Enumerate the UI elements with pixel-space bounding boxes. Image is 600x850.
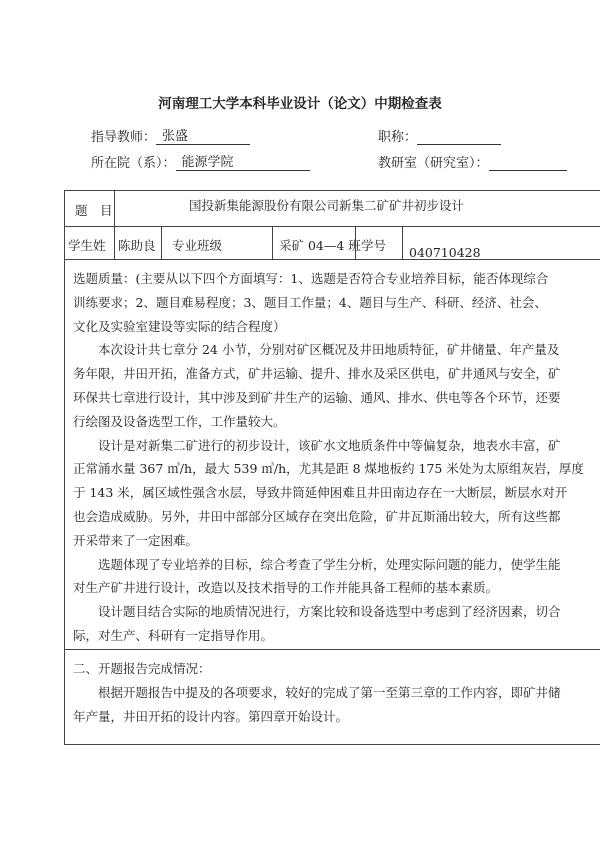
text-line: 年产量，井田开拓的设计内容。第四章开始设计。 [73,708,349,724]
student-id-label: 学号 [361,238,387,253]
text-line: 文化及实验室建设等实际的结合程度） [73,318,286,334]
class-value: 采矿 04—4 班 [279,238,361,253]
student-label: 学生姓 [68,238,106,253]
text-line: 行绘图及设备选型工作，工作量较大。 [73,413,286,429]
title-row [378,126,501,145]
text-line: 设计是对新集二矿进行的初步设计，该矿水文地质条件中等偏复杂，地表水丰富，矿 [73,437,561,453]
advisor-value: 张盛 [156,129,250,145]
text-line: 务年限，井田开拓，准备方式，矿井运输、提升、排水及采区供电，矿井通风与安全，矿 [73,366,561,382]
topic-label: 题 目 [75,203,113,218]
student-id-value: 040710428 [409,245,481,260]
advisor-row [91,126,250,145]
text-line: 开采带来了一定困难。 [73,532,199,548]
college-label: 所在院（系）： [91,156,176,171]
text-line: 正常涌水量 367 ㎥/h，最大 539 ㎥/h，尤其是距 8 煤地板约 175 米处为太原组灰岩，厚度 [73,461,584,477]
text-line: 环保共七章进行设计，其中涉及到矿井生产的运输、通风、排水、供电等各个环节，还要 [73,389,561,405]
college-row [91,152,310,171]
col-divider [114,191,115,259]
text-line: 设计题目结合实际的地质情况进行，方案比较和设备选型中考虑到了经济因素，切合 [73,604,561,620]
section-heading: 二、开题报告完成情况： [73,661,211,676]
text-line: 于 143 米，属区域性强含水层，导致井筒延伸困难且井田南边存在一大断层，断层水对开 [73,485,568,501]
text-line: 也会造成威胁。另外，井田中部部分区域存在突出危险，矿井瓦斯涌出较大，所有这些都 [73,508,561,524]
text-line: 根据开题报告中提及的各项要求，较好的完成了第一至第三章的工作内容，即矿井储 [73,684,561,700]
text-line: 对生产矿井进行设计，改造以及技术指导的工作并能具备工程师的基本素质。 [73,580,499,596]
topic-value: 国投新集能源股份有限公司新集二矿矿井初步设计 [189,198,465,213]
text-line: 际，对生产、科研有一定指导作用。 [73,627,274,643]
document-title: 河南理工大学本科毕业设计（论文）中期检查表 [158,96,442,112]
col-divider [272,226,273,259]
job-title-value [417,129,501,145]
college-value: 能源学院 [176,155,310,171]
selection-quality-text [73,267,600,647]
advisor-label: 指导教师： [91,130,157,145]
office-value [489,155,567,171]
row-divider [65,259,600,260]
office-label: 教研室（研究室）： [378,156,489,171]
text-line: 本次设计共七章分 24 小节，分别对矿区概况及井田地质特征，矿井储量、年产量及 [73,342,560,358]
class-label: 专业班级 [172,238,223,253]
text-line: 选题体现了专业培养的目标，综合考查了学生分析，处理实际问题的能力，使学生能 [73,556,561,572]
row-divider [65,226,600,227]
proposal-completion-text [73,657,600,742]
col-divider [161,226,162,259]
text-line: 选题质量：(主要从以下四个方面填写：1、选题是否符合专业培养目标，能否体现综合 [73,271,549,286]
row-divider [65,649,600,650]
text-line: 训练要求；2、题目难易程度；3、题目工作量；4、题目与生产、科研、经济、社会、 [73,294,547,310]
office-row [378,152,567,171]
col-divider [402,226,403,259]
check-table [64,190,600,745]
job-title-label: 职称： [378,130,418,145]
student-name: 陈助良 [118,238,156,253]
